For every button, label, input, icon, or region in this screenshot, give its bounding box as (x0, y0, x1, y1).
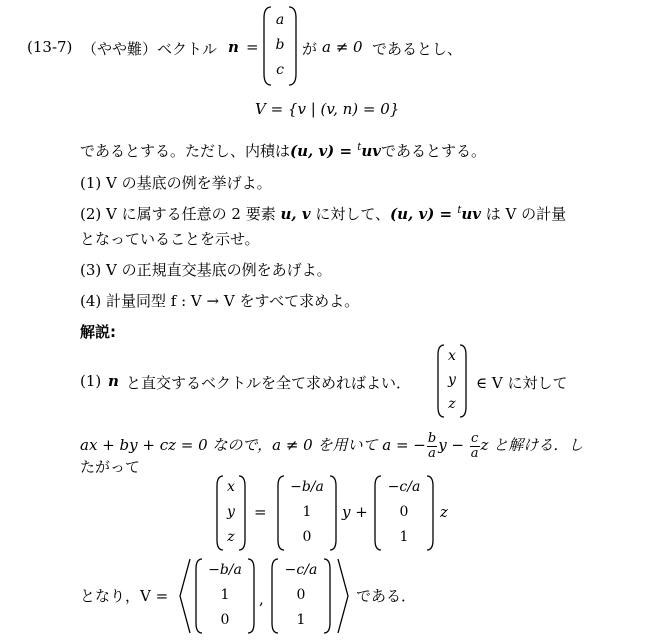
solution-1-text: と直交するベクトルを全て求めればよい． (126, 374, 412, 392)
matrix-c-column (373, 473, 435, 553)
vec-y: y (448, 372, 456, 388)
matrix-equals: = (254, 503, 267, 521)
m2-2: 0 (302, 529, 312, 545)
q2-suffix: は V の計量 (485, 205, 567, 223)
m2-1: 1 (302, 504, 312, 520)
eq-line-text: ax + by + cz = 0 なので，a ≠ 0 を用いて a = − (80, 436, 426, 454)
therefore-text: たがって (80, 458, 141, 476)
equals-sign: = (246, 38, 259, 56)
b1-0: −b/a (208, 562, 242, 578)
condition-a-nonzero: a ≠ 0 (322, 38, 363, 56)
vec-z: z (448, 396, 456, 412)
fraction-b-over-a (427, 432, 437, 461)
frac2-den: a (470, 445, 479, 461)
m1-1: y (227, 504, 235, 520)
problem-number: (13-7) (27, 38, 73, 56)
vector-n: n (228, 38, 239, 56)
solution-1-label: (1) (80, 372, 102, 390)
question-2-line2: となっていることを示せ。 (80, 230, 260, 248)
question-3: (3) V の正規直交基底の例をあげよ。 (80, 261, 332, 279)
b2-1: 0 (296, 587, 306, 603)
intro-mid: が (302, 40, 318, 58)
inner-uv: uv (361, 142, 381, 160)
z-solve-text: z と解ける．し (480, 436, 584, 454)
question-2-line1 (80, 203, 566, 224)
inner-suffix: であるとする。 (380, 142, 486, 160)
basis-comma: , (259, 590, 264, 608)
y-minus: y − (438, 436, 464, 454)
m2-0: −b/a (290, 479, 324, 495)
linear-equation-line (80, 425, 583, 465)
solution-1-in-v: ∈ V に対して (476, 374, 568, 392)
z-end: z (440, 503, 448, 521)
inner-product-line (80, 140, 486, 161)
vector-n-matrix (262, 4, 298, 88)
q2-uv2: uv (461, 205, 481, 223)
transpose-t: t (357, 142, 362, 153)
q2-mid: に対して、 (315, 205, 391, 223)
basis-vector-2 (270, 556, 332, 636)
basis-vector-1 (194, 556, 256, 636)
solution-1-n: n (108, 372, 119, 390)
question-1: (1) V の基底の例を挙げよ。 (80, 174, 272, 192)
m1-0: x (227, 479, 235, 495)
conclusion-suffix: である． (356, 587, 417, 605)
b2-0: −c/a (284, 562, 318, 578)
matrix-b-column (276, 473, 338, 553)
problem-intro: （やや難）ベクトル (82, 40, 218, 58)
m1-2: z (227, 529, 235, 545)
fraction-c-over-a (470, 432, 480, 461)
solution-heading: 解説: (80, 323, 116, 341)
q2-transpose: t (457, 205, 462, 216)
angle-bracket-right (334, 556, 352, 636)
b1-2: 0 (220, 612, 230, 628)
inner-prefix: であるとする。ただし、内積は (80, 142, 291, 160)
vector-n-a: a (275, 12, 285, 28)
vector-n-b: b (275, 37, 285, 53)
frac1-den: a (428, 445, 436, 461)
question-4: (4) 計量同型 f : V → V をすべて求めよ。 (80, 292, 360, 310)
q2-uv: u, v (280, 205, 311, 223)
y-plus: y + (342, 503, 368, 521)
m3-0: −c/a (387, 479, 421, 495)
inner-formula: (u, v) = (290, 142, 358, 160)
angle-bracket-left (176, 556, 194, 636)
conclusion-prefix: となり，V = (80, 587, 169, 605)
intro-suffix: であるとし、 (372, 40, 463, 58)
frac2-num: c (471, 430, 479, 446)
q2-formula: (u, v) = (390, 205, 458, 223)
m3-2: 1 (399, 529, 409, 545)
vector-xyz (436, 342, 468, 420)
b2-2: 1 (296, 612, 306, 628)
b1-1: 1 (220, 587, 230, 603)
vector-n-c: c (276, 62, 284, 78)
set-definition: V = {v | (v, n) = 0} (255, 100, 400, 118)
vec-x: x (448, 348, 456, 364)
q2-prefix: (2) V に属する任意の 2 要素 (80, 205, 276, 223)
matrix-xyz (215, 473, 247, 553)
frac1-num: b (427, 430, 437, 446)
m3-1: 0 (399, 504, 409, 520)
